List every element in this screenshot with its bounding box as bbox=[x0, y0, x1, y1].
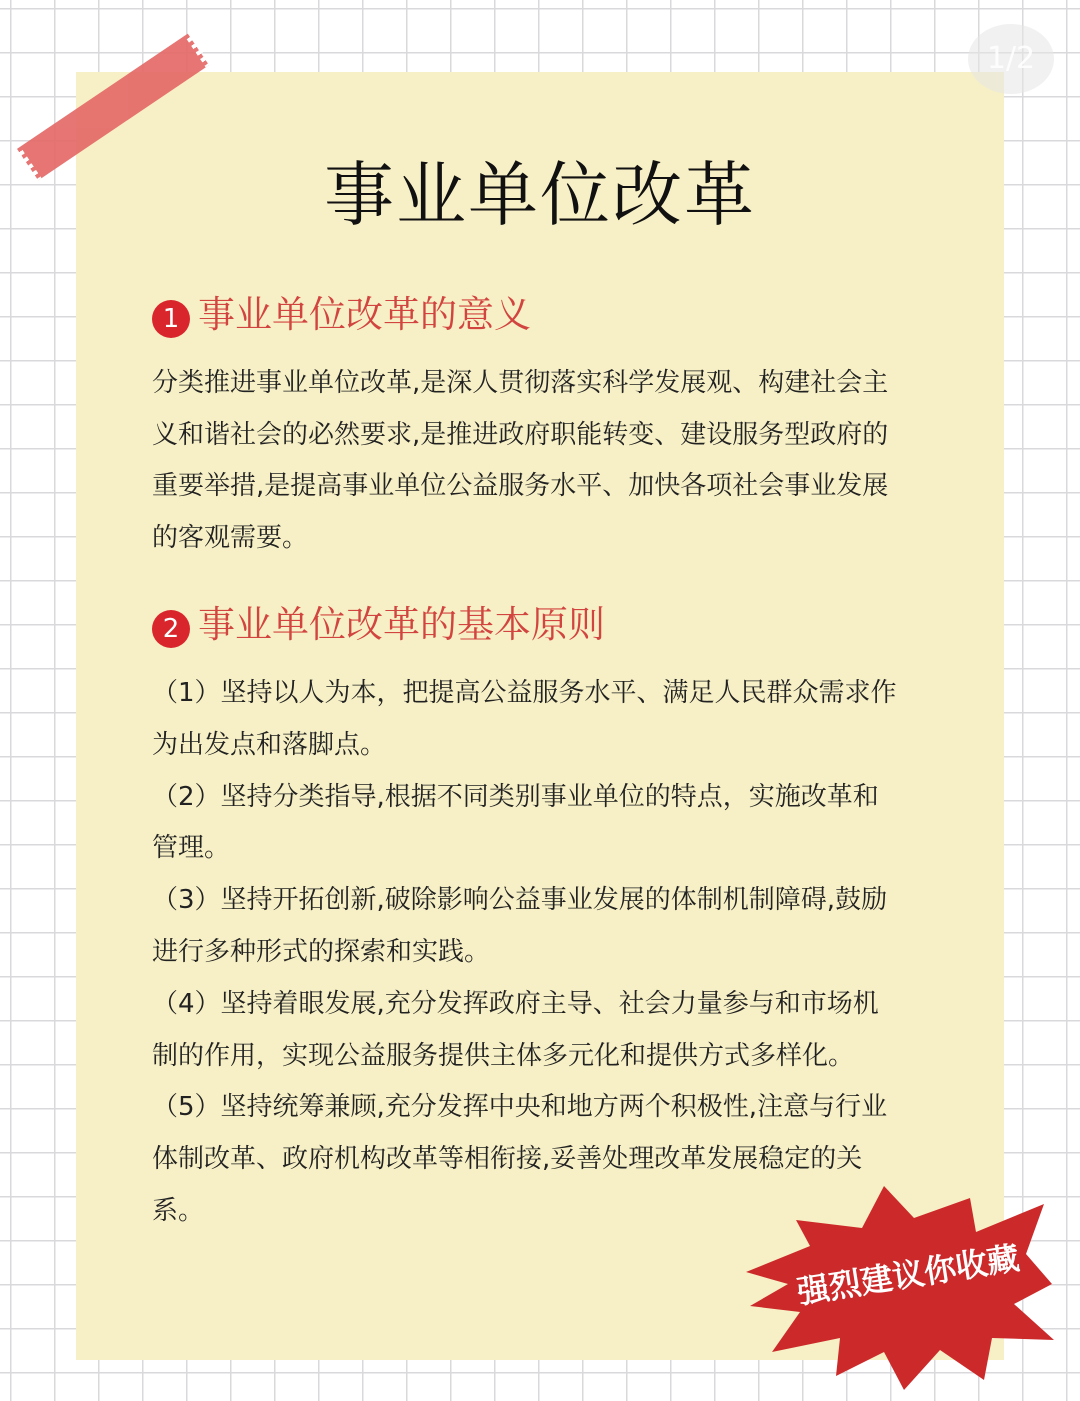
list-line: 管理。 bbox=[152, 833, 231, 864]
section-number-badge: 2 bbox=[152, 610, 190, 648]
recommend-stamp bbox=[744, 1180, 1056, 1390]
list-line: 系。 bbox=[152, 1195, 205, 1226]
paragraph-line: 重要举措,是提高事业单位公益服务水平、加快各项社会事业发展 bbox=[152, 471, 889, 501]
list-line: 进行多种形式的探索和实践。 bbox=[152, 936, 491, 967]
list-line: （3）坚持开拓创新,破除影响公益事业发展的体制机制障碍,鼓励 bbox=[152, 885, 888, 916]
list-line: （5）坚持统筹兼顾,充分发挥中央和地方两个积极性,注意与行业 bbox=[152, 1092, 888, 1123]
section-heading-text: 事业单位改革的基本原则 bbox=[198, 603, 605, 646]
section-heading-1 bbox=[152, 290, 531, 340]
list-line: （4）坚持着眼发展,充分发挥政府主导、社会力量参与和市场机 bbox=[152, 988, 879, 1019]
section-heading-text: 事业单位改革的意义 bbox=[198, 293, 531, 336]
list-line: 为出发点和落脚点。 bbox=[152, 729, 387, 760]
principles-list bbox=[152, 668, 927, 1238]
section-heading-2 bbox=[152, 600, 605, 650]
list-line: （2）坚持分类指导,根据不同类别事业单位的特点，实施改革和 bbox=[152, 781, 879, 812]
list-line: （1）坚持以人为本，把提高公益服务水平、满足人民群众需求作 bbox=[152, 678, 897, 708]
page-indicator[interactable]: 1/2 bbox=[968, 24, 1054, 94]
section-number-badge: 1 bbox=[152, 300, 190, 338]
paragraph-line: 分类推进事业单位改革,是深人贯彻落实科学发展观、构建社会主 bbox=[152, 368, 889, 398]
list-line: 体制改革、政府机构改革等相衔接,妥善处理改革发展稳定的关 bbox=[152, 1144, 863, 1175]
list-line: 制的作用，实现公益服务提供主体多元化和提供方式多样化。 bbox=[152, 1040, 855, 1071]
paragraph-line: 的客观需要。 bbox=[152, 522, 309, 553]
page-title: 事业单位改革 bbox=[324, 154, 756, 236]
paragraph-line: 义和谐社会的必然要求,是推进政府职能转变、建设服务型政府的 bbox=[152, 419, 889, 450]
section-1-paragraph bbox=[152, 358, 927, 564]
stamp-text: 强烈建议你收藏 bbox=[794, 1238, 1022, 1312]
